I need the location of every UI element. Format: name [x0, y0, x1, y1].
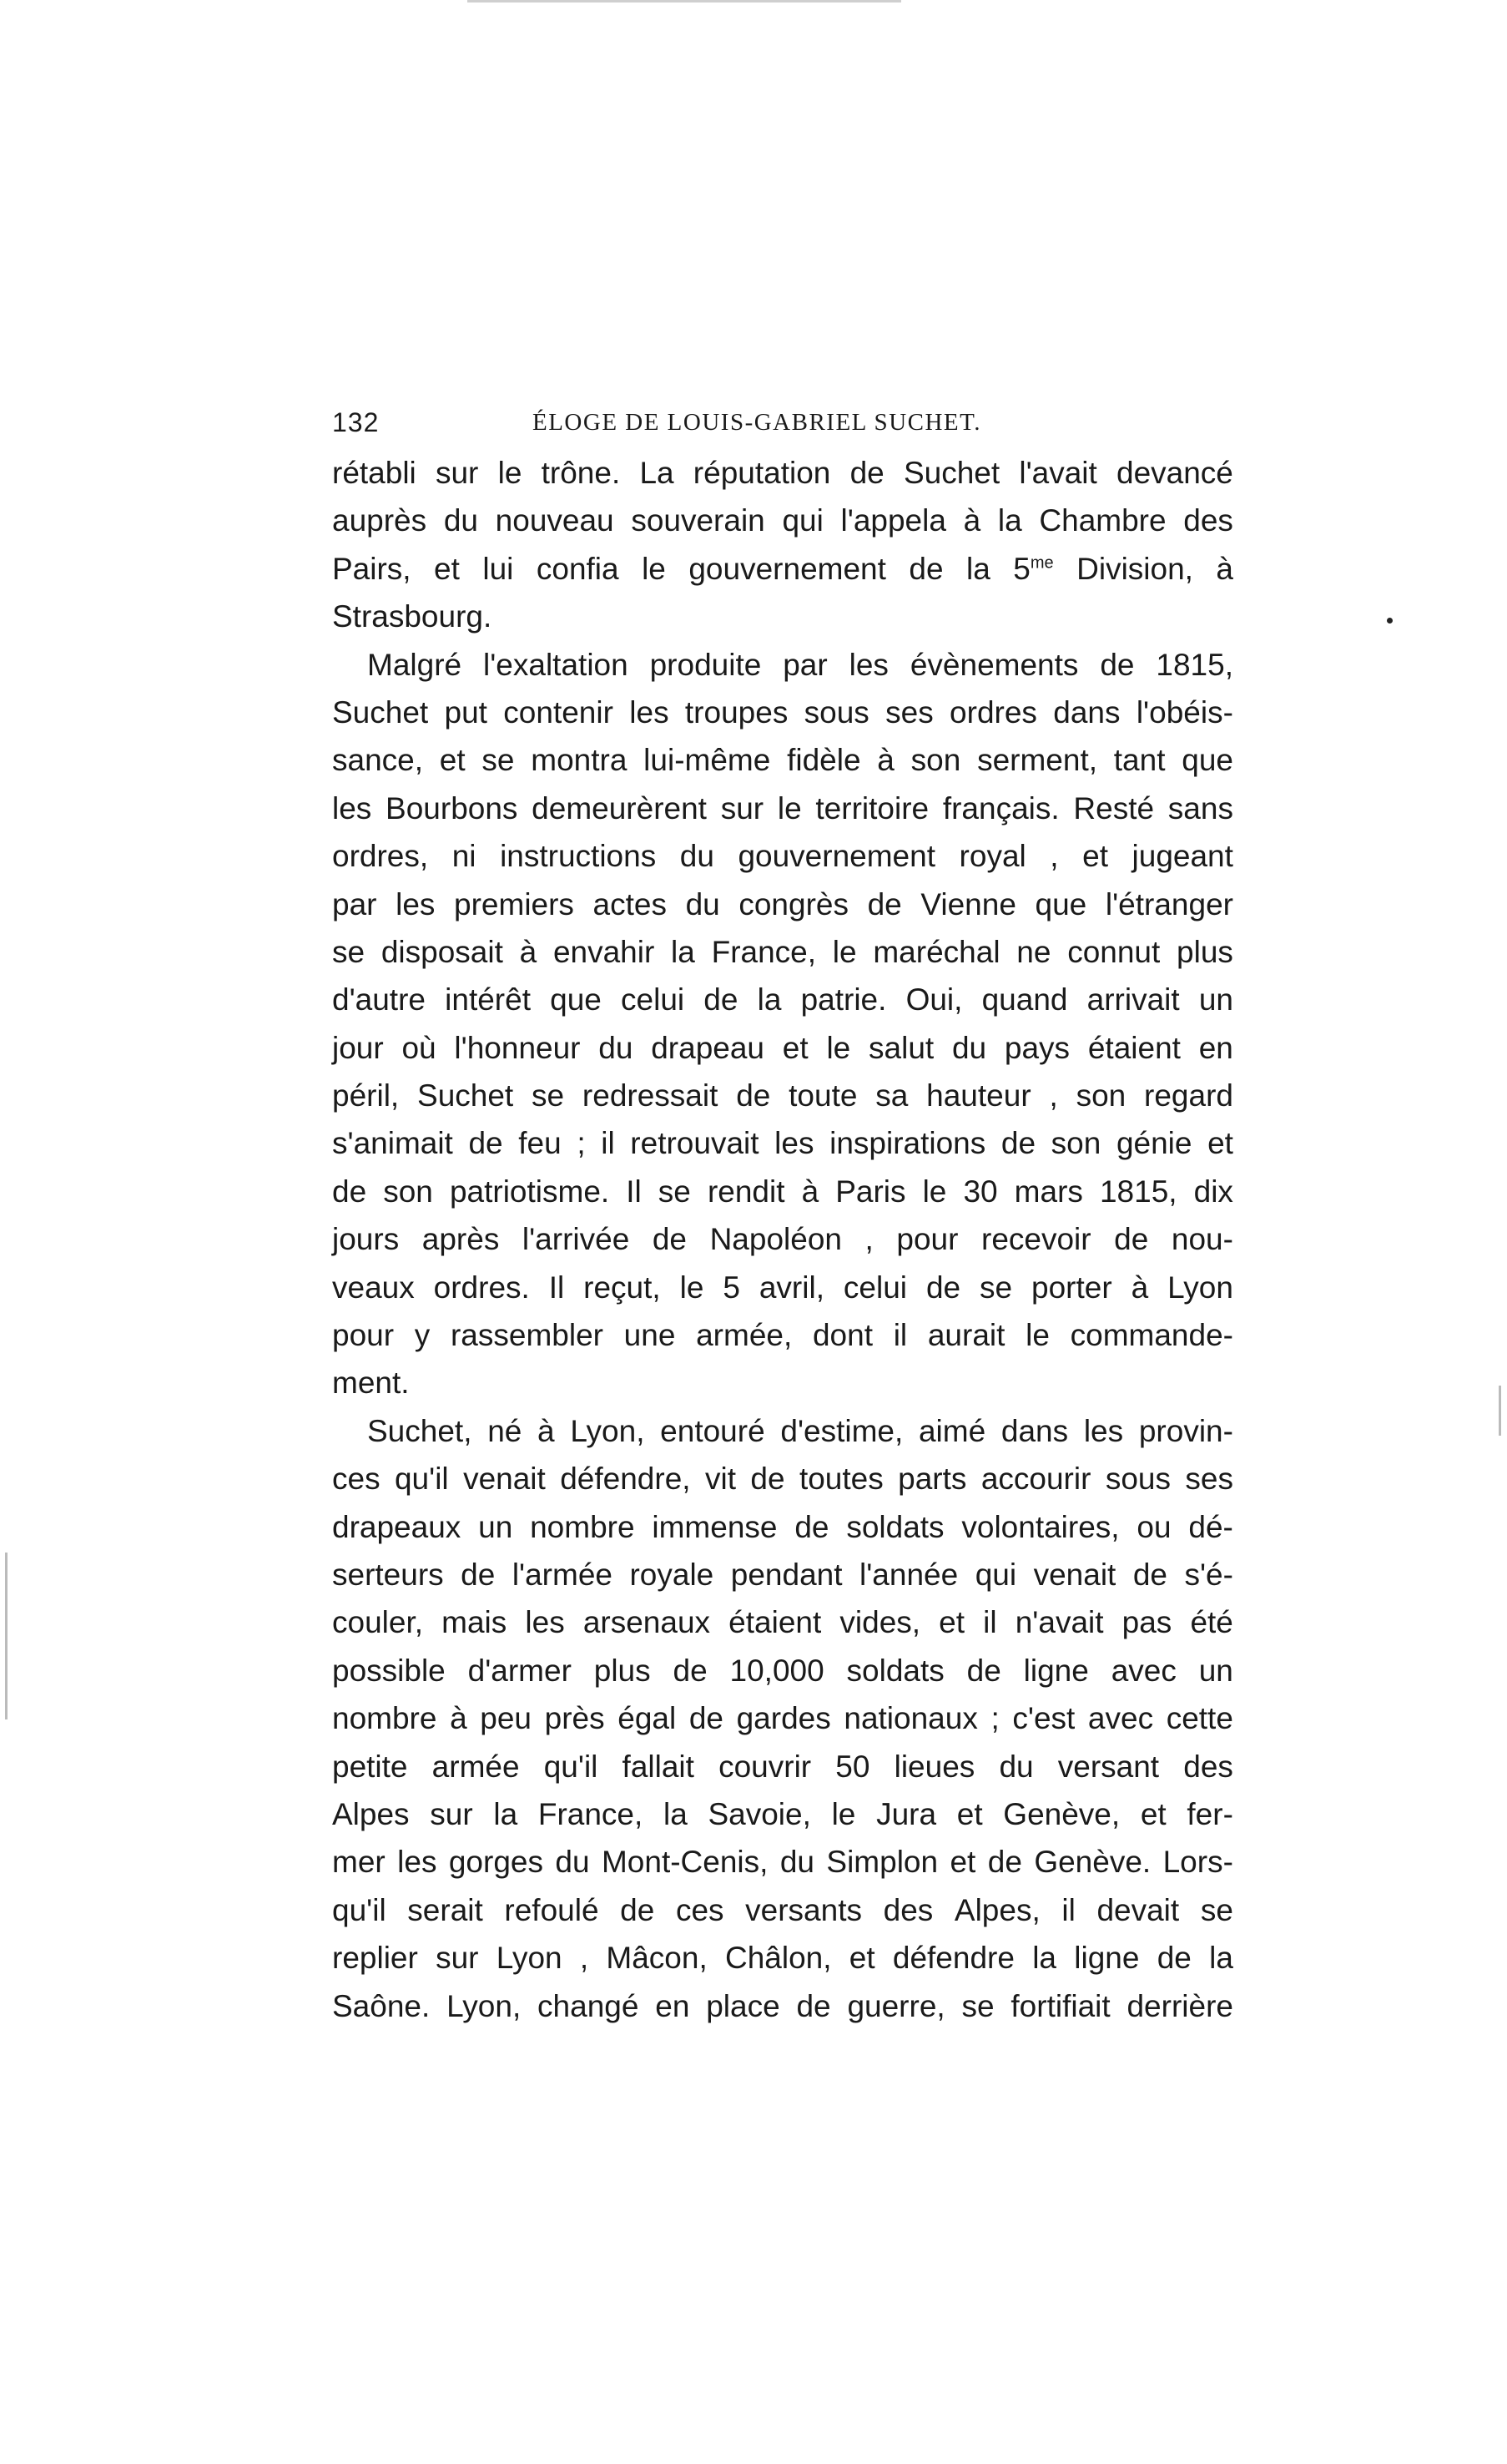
- scan-left-edge-mark: [5, 1553, 8, 1719]
- text-line: mer les gorges du Mont-Cenis, du Simplon et de Genève. Lors-: [332, 1845, 1233, 1880]
- text-line: pour y rassembler une armée, dont il aurait le commande-: [332, 1318, 1233, 1353]
- text-line: auprès du nouveau souverain qui l'appela à la Chambre des: [332, 503, 1233, 538]
- text-line: qu'il serait refoulé de ces versants des Alpes, il devait se: [332, 1892, 1233, 1927]
- text-line: d'autre intérêt que celui de la patrie. Oui, quand arrivait un: [332, 982, 1233, 1017]
- text-line: drapeaux un nombre immense de soldats volontaires, ou dé-: [332, 1509, 1233, 1544]
- text-line: péril, Suchet se redressait de toute sa hauteur , son regard: [332, 1078, 1233, 1113]
- text-line: ces qu'il venait défendre, vit de toutes parts accourir sous ses: [332, 1462, 1233, 1497]
- margin-speck: [1387, 618, 1393, 624]
- text-line: Malgré l'exaltation produite par les évènements de 1815,: [367, 647, 1233, 682]
- page-number: 132: [332, 407, 380, 437]
- text-line: Suchet, né à Lyon, entouré d'estime, aimé dans les provin-: [367, 1413, 1233, 1448]
- text-line: couler, mais les arsenaux étaient vides, et il n'avait pas été: [332, 1605, 1233, 1640]
- text-line: replier sur Lyon , Mâcon, Châlon, et défendre la ligne de la: [332, 1941, 1233, 1976]
- running-title: ÉLOGE DE LOUIS-GABRIEL SUCHET.: [532, 409, 981, 436]
- text-line: Alpes sur la France, la Savoie, le Jura et Genève, et fer-: [332, 1796, 1233, 1831]
- text-line: jour où l'honneur du drapeau et le salut du pays étaient en: [332, 1030, 1233, 1065]
- text-line: rétabli sur le trône. La réputation de Suchet l'avait devancé: [332, 456, 1233, 490]
- text-line: nombre à peu près égal de gardes nationaux ; c'est avec cette: [332, 1701, 1233, 1736]
- text-line: se disposait à envahir la France, le maréchal ne connut plus: [332, 934, 1233, 969]
- text-line: par les premiers actes du congrès de Vienne que l'étranger: [332, 886, 1233, 921]
- text-line: de son patriotisme. Il se rendit à Paris le 30 mars 1815, dix: [332, 1174, 1233, 1209]
- ordinal-superscript: me: [1030, 553, 1054, 573]
- text-line: sance, et se montra lui-même fidèle à son serment, tant que: [332, 743, 1233, 778]
- text-line: Saône. Lyon, changé en place de guerre, se fortifiait derrière: [332, 1988, 1233, 2023]
- text-line: possible d'armer plus de 10,000 soldats de ligne avec un: [332, 1653, 1233, 1688]
- text-line: ment.: [332, 1366, 410, 1401]
- text-line: serteurs de l'armée royale pendant l'année qui venait de s'é-: [332, 1557, 1233, 1592]
- scan-right-edge-mark: [1499, 1386, 1501, 1436]
- body-text: [332, 449, 1233, 2030]
- text-line: jours après l'arrivée de Napoléon , pour recevoir de nou-: [332, 1222, 1233, 1257]
- text-line: petite armée qu'il fallait couvrir 50 lieues du versant des: [332, 1749, 1233, 1784]
- text-line: Strasbourg.: [332, 599, 492, 634]
- text-line: veaux ordres. Il reçut, le 5 avril, celui de se porter à Lyon: [332, 1270, 1233, 1305]
- running-head: [332, 399, 1232, 446]
- text-line: les Bourbons demeurèrent sur le territoire français. Resté sans: [332, 790, 1233, 826]
- text-line: Suchet put contenir les troupes sous ses ordres dans l'obéis-: [332, 694, 1233, 730]
- text-line: s'animait de feu ; il retrouvait les inspirations de son génie et: [332, 1126, 1233, 1161]
- scan-top-edge-mark: [467, 0, 901, 3]
- text-line: Pairs, et lui confia le gouvernement de la $5^{me}$ Division, à: [332, 551, 1233, 586]
- text-line: ordres, ni instructions du gouvernement royal , et jugeant: [332, 839, 1233, 874]
